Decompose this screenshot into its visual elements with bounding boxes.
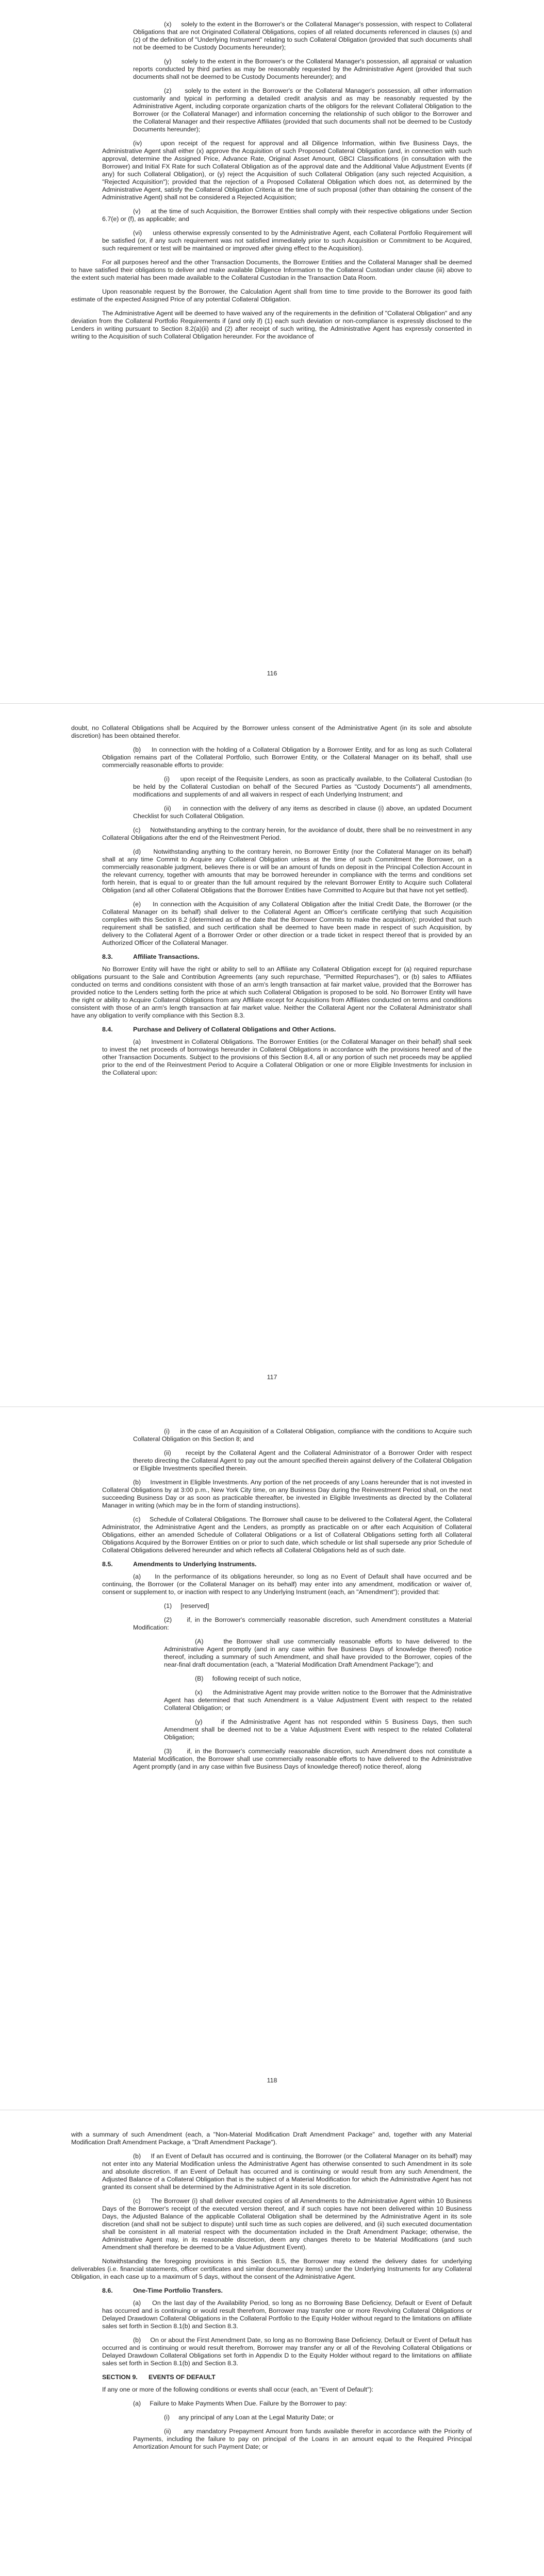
page-116 — [0, 0, 544, 703]
paragraph: The Administrative Agent will be deemed to have waived any of the requirements in the definition of "Collateral Obligation" and any deviation from the Collateral Portfolio Requirements if (and only if) (1) each such deviation or non-compliance is expressly disclosed to the Lenders in writing pursuant to Section 8.2(a)(ii) and (2) after receipt of such writing, the Administrative Agent has expressly consented in writing to the Acquisition of such Collateral Obligation hereunder. For the avoidance of — [71, 310, 472, 340]
page-number: 118 — [267, 2077, 277, 2084]
section-title: Amendments to Underlying Instruments. — [133, 1561, 257, 1568]
article-title: EVENTS OF DEFAULT — [149, 2374, 216, 2381]
paragraph: Upon reasonable request by the Borrower, the Calculation Agent shall from time to time provide to the Borrower its good faith estimate of the expected Assigned Price of any potential Collateral Obligation. — [71, 288, 472, 303]
paragraph: (i) in the case of an Acquisition of a Collateral Obligation, compliance with the conditions to Acquire such Collateral Obligation on this Section 8; and — [133, 1428, 472, 1443]
paragraph: (y) if the Administrative Agent has not responded within 5 Business Days, then such Amendment shall be deemed not to be a Value Adjustment Event with respect to the related Collateral Obligation; — [164, 1718, 472, 1741]
paragraph: (v) at the time of such Acquisition, the Borrower Entities shall comply with their respective obligations under Section 6.7(e) or (f), as applicable; and — [102, 208, 472, 223]
page-117 — [0, 703, 544, 1406]
paragraph: with a summary of such Amendment (each, a "Non-Material Modification Draft Amendment Package" and, together with any Material Modification Draft Amendment Package, a "Draft Amendment Package"). — [71, 2131, 472, 2146]
section-number: 8.5. — [102, 1561, 113, 1568]
paragraph: (ii) in connection with the delivery of any items as described in clause (i) above, an updated Document Checklist for such Collateral Obligation. — [133, 805, 472, 820]
paragraph: (z) solely to the extent in the Borrower's or the Collateral Manager's possession, all other information customarily and typical in performing a detailed credit analysis and as may be reasonably requested by the Administrative Agent, including corporate organization charts of the obligors for the relevant Collateral Obligation to the Borrower (or the Collateral Manager) and information concerning the relationship of such obligor to the Borrower and the Collateral Manager and their respective Affiliates (provided that such documents shall not be deemed to be Custody Documents hereunder); — [133, 87, 472, 133]
section-number: 8.3. — [102, 953, 113, 960]
paragraph: doubt, no Collateral Obligations shall be Acquired by the Borrower unless consent of the Administrative Agent (in its sole and absolute discretion) has been obtained therefor. — [71, 724, 472, 739]
section-heading-8-5 — [102, 1561, 472, 1568]
paragraph: (y) solely to the extent in the Borrower's or the Collateral Manager's possession, all appraisal or valuation reports conducted by third parties as may be reasonably requested by the Administrative Agent (provided that such documents shall not be deemed to be Custody Documents hereunder); and — [133, 58, 472, 80]
section-title: Purchase and Delivery of Collateral Obligations and Other Actions. — [133, 1026, 336, 1033]
section-heading-8-4 — [102, 1026, 472, 1033]
page-number: 116 — [267, 670, 277, 677]
paragraph: (a) In the performance of its obligations hereunder, so long as no Event of Default shall have occurred and be continuing, the Borrower (or the Collateral Manager on its behalf) may enter into any amendment, modification or waiver of, consent or supplement to, or inaction with respect to any Underlying Instrument (each, an "Amendment"); provided that: — [102, 1573, 472, 1596]
paragraph: (i) upon receipt of the Requisite Lenders, as soon as practically available, to the Collateral Custodian (to be held by the Collateral Custodian on behalf of the Secured Parties as "Custody Documents") all amendments, modifications and supplements of and all waivers in respect of each Underlying Instrument; and — [133, 775, 472, 798]
section-title: Affiliate Transactions. — [133, 953, 200, 960]
paragraph: (a) On the last day of the Availability Period, so long as no Borrowing Base Deficiency, Default or Event of Default has occurred and is continuing or would result therefrom, Borrower may transfer one or more Revolving Collateral Obligations or Delayed Drawdown Collateral Obligations in the Collateral Portfolio to the Equity Holder without regard to the limitations on affiliate sales set forth in Section 8.1(b) and Section 8.3. — [102, 2299, 472, 2330]
paragraph: (c) Notwithstanding anything to the contrary herein, for the avoidance of doubt, there shall be no reinvestment in any Collateral Obligations after the end of the Reinvestment Period. — [102, 826, 472, 841]
paragraph: If any one or more of the following conditions or events shall occur (each, an "Event of Default"): — [102, 2386, 374, 2393]
paragraph: (d) Notwithstanding anything to the contrary herein, no Borrower Entity (nor the Collateral Manager on its behalf) shall at any time Commit to Acquire any Collateral Obligation unless at the time of such Commitment the Borrower, on a commercially reasonable judgment, believes there is or will be an amount of funds on deposit in the Principal Collection Account in the relevant currency, together with amounts that may be borrowed hereunder in compliance with the terms and conditions set forth herein, that is equal to or greater than the full amount required by the relevant Borrower Entity to Acquire such Collateral Obligation (and all other Collateral Obligations that the Borrower Entities have Committed to Acquire but that have not yet settled). — [102, 848, 472, 894]
paragraph: (x) the Administrative Agent may provide written notice to the Borrower that the Administrative Agent has determined that such Amendment is a Value Adjustment Event with respect to the related Collateral Obligation; or — [164, 1689, 472, 1711]
paragraph: (1) [reserved] — [164, 1602, 209, 1609]
paragraph: (b) If an Event of Default has occurred and is continuing, the Borrower (or the Collateral Manager on its behalf) may not enter into any Material Modification unless the Administrative Agent has otherwise consented to such Amendment in its sole and absolute discretion. If an Event of Default has occurred and is continuing or would result from any such Amendment, the Adjusted Balance of a Collateral Obligation that is the subject of a Material Modification for which the Administrative Agent has not granted its consent shall be determined by the Administrative Agent in its sole discretion. — [102, 2153, 472, 2191]
paragraph: For all purposes hereof and the other Transaction Documents, the Borrower Entities and the Collateral Manager shall be deemed to have satisfied their obligations to deliver and make available Diligence Information to the Collateral Custodian under clause (iii) above to the extent such material has been made available to the Collateral Custodian in the Transaction Data Room. — [71, 259, 472, 281]
paragraph: (ii) any mandatory Prepayment Amount from funds available therefor in accordance with the Priority of Payments, including the failure to pay on principal of the Loans in an amount equal to the Required Principal Amortization Amount for such Payment Date; or — [133, 2428, 472, 2450]
paragraph: (2) if, in the Borrower's commercially reasonable discretion, such Amendment constitutes a Material Modification: — [133, 1616, 472, 1631]
paragraph: (B) following receipt of such notice, — [195, 1675, 301, 1682]
section-number: 8.4. — [102, 1026, 113, 1033]
paragraph: (x) solely to the extent in the Borrower's or the Collateral Manager's possession, with respect to Collateral Obligations that are not Originated Collateral Obligations, copies of all related documents referenced in clauses (s) and (z) of the definition of "Underlying Instrument" relating to such Collateral Obligation (provided that such documents shall not be deemed to be Custody Documents hereunder); — [133, 21, 472, 51]
paragraph: (b) On or about the First Amendment Date, so long as no Borrowing Base Deficiency, Default or Event of Default has occurred and is continuing or would result therefrom, Borrower may transfer any or all of the Revolving Collateral Obligations or Delayed Drawdown Collateral Obligations set forth in Appendix D to the Equity Holder without regard to the limitations on affiliate sales set forth in Section 8.1(b) and Section 8.3. — [102, 2336, 472, 2367]
paragraph: (3) if, in the Borrower's commercially reasonable discretion, such Amendment does not constitute a Material Modification, the Borrower shall use commercially reasonable efforts to have delivered to the Administrative Agent promptly (and in any case within five Business Days of knowledge thereof) notice thereof, along — [133, 1748, 472, 1770]
paragraph: (iv) upon receipt of the request for approval and all Diligence Information, within five Business Days, the Administrative Agent shall either (x) approve the Acquisition of such Proposed Collateral Obligation (and, in connection with such approval, determine the Assigned Price, Advance Rate, Original Asset Amount, GBCI Classifications (in consultation with the Borrower) and Initial FX Rate for such Collateral Obligation as of the approval date and the Additional Value Adjustment Events (if any) for such Collateral Obligation), or (y) reject the Acquisition of such Collateral Obligation (any such rejected Acquisition, a "Rejected Acquisition"); provided that the rejection of a Proposed Collateral Obligation which does not, as determined by the Administrative Agent, satisfy the Collateral Obligation Criteria at the time of such proposal (other than obtaining the consent of the Administrative Agent) shall not be considered a Rejected Acquisition; — [102, 140, 472, 201]
section-heading-8-6 — [102, 2287, 472, 2294]
page-number: 117 — [267, 1374, 277, 1381]
paragraph: (e) In connection with the Acquisition of any Collateral Obligation after the Initial Credit Date, the Borrower (or the Collateral Manager on its behalf) shall deliver to the Collateral Agent an Officer's certificate certifying that such Acquisition complies with this Section 8.2 (determined as of the date that the Borrower Commits to make the acquisition); provided that such requirement shall be satisfied, and such certification shall be deemed to have been made in respect of such Acquisition, by delivery to the Collateral Agent of a Borrower Order or other direction or a trade ticket in respect thereof that is provided by an Authorized Officer of the Collateral Manager. — [102, 901, 472, 946]
paragraph: (b) In connection with the holding of a Collateral Obligation by a Borrower Entity, and for as long as such Collateral Obligation remains part of the Collateral Portfolio, such Borrower Entity, or the Collateral Manager on its behalf, shall use commercially reasonable efforts to provide: — [102, 746, 472, 769]
page-119 — [0, 2110, 544, 2576]
paragraph: Notwithstanding the foregoing provisions in this Section 8.5, the Borrower may extend the delivery dates for underlying deliverables (i.e. financial statements, officer certificates and similar documentary items) under the Underlying Instruments for any Collateral Obligation, in each case up to a maximum of 5 days, without the consent of the Administrative Agent. — [71, 2258, 472, 2280]
paragraph: (c) The Borrower (i) shall deliver executed copies of all Amendments to the Administrative Agent within 10 Business Days of the Borrower's receipt of the executed version thereof, and if such copies have not been delivered within 10 Business Days, the Adjusted Balance of the applicable Collateral Obligation shall be determined by the Administrative Agent in its sole discretion (and shall not be subject to dispute) until such time as such copies are delivered, and (ii) such executed documentation shall be consistent in all material respect with the documentation included in the Draft Amendment Package; otherwise, the Administrative Agent may, in its reasonable discretion, deem any changes thereto to be Material Modifications (and such Amendment shall therefore be deemed to be a Value Adjustment Event). — [102, 2197, 472, 2251]
paragraph: (b) Investment in Eligible Investments. Any portion of the net proceeds of any Loans hereunder that is not invested in Collateral Obligations by at 3:00 p.m., New York City time, on any Business Day during the Reinvestment Period shall, on the next succeeding Business Day or as soon as practicable thereafter, be invested in Eligible Investments as directed by the Collateral Manager in writing (which may be in the form of standing instructions). — [102, 1479, 472, 1509]
article-heading-section-9 — [102, 2374, 472, 2381]
paragraph: (c) Schedule of Collateral Obligations. The Borrower shall cause to be delivered to the Collateral Agent, the Collateral Administrator, the Administrative Agent and the Lenders, as promptly as practicable on or after each Acquisition of Collateral Obligations, either an amended Schedule of Collateral Obligations or a list of Collateral Obligations setting forth all Collateral Obligations Acquired by the Borrower Entities on or prior to such date, which schedule or list shall supersede any prior Schedule of Collateral Obligations delivered hereunder and which reflects all Collateral Obligations held as of such date. — [102, 1516, 472, 1554]
page-118 — [0, 1406, 544, 2110]
paragraph: (a) Investment in Collateral Obligations. The Borrower Entities (or the Collateral Manager on their behalf) shall seek to invest the net proceeds of borrowings hereunder in Collateral Obligations in accordance with the provisions hereof and of the other Transaction Documents. Subject to the provisions of this Section 8.4, all or any portion of such net proceeds may be applied prior to the end of the Reinvestment Period to Acquire a Collateral Obligation or one or more Eligible Investments for inclusion in the Collateral upon: — [102, 1038, 472, 1076]
paragraph: (vi) unless otherwise expressly consented to by the Administrative Agent, each Collateral Portfolio Requirement will be satisfied (or, if any such requirement was not satisfied immediately prior to such Acquisition or Commitment to be Acquired, such requirement or test will be maintained or improved after giving effect to the Acquisition). — [102, 229, 472, 252]
article-number: SECTION 9. — [102, 2374, 138, 2381]
section-heading-8-3 — [102, 953, 472, 960]
paragraph: (A) the Borrower shall use commercially reasonable efforts to have delivered to the Administrative Agent promptly (and in any case within five Business Days of knowledge thereof) notice thereof, including a summary of such Amendment, and shall have provided to the Borrower, copies of the near-final draft documentation (each, a "Material Modification Draft Amendment Package"); and — [164, 1638, 472, 1668]
section-title: One-Time Portfolio Transfers. — [133, 2287, 223, 2294]
paragraph: (i) any principal of any Loan at the Legal Maturity Date; or — [164, 2414, 334, 2421]
paragraph: (a) Failure to Make Payments When Due. Failure by the Borrower to pay: — [133, 2400, 347, 2407]
section-number: 8.6. — [102, 2287, 113, 2294]
paragraph: (ii) receipt by the Collateral Agent and the Collateral Administrator of a Borrower Order with respect thereto directing the Collateral Agent to pay out the amount specified therein against delivery of the Collateral Obligation or Eligible Investments specified therein. — [133, 1449, 472, 1472]
paragraph: No Borrower Entity will have the right or ability to sell to an Affiliate any Collateral Obligation except for (a) required repurchase obligations pursuant to the Sale and Contribution Agreements (any such repurchase, "Permitted Repurchases"), or (b) sales to Affiliates conducted on terms and conditions consistent with those of an arm's length transaction at fair market value, provided that the Borrower has provided notice to the Lenders setting forth the price at which such Collateral Obligation is proposed to be sold. No Borrower Entity will have the right or ability to Acquire Collateral Obligations from any Affiliate except for Acquisitions from Affiliates conducted on terms and conditions consistent with those of an arm's length transaction at fair market value. Neither the Collateral Agent nor the Collateral Administrator shall have any obligation to verify compliance with this Section 8.3. — [71, 965, 472, 1019]
